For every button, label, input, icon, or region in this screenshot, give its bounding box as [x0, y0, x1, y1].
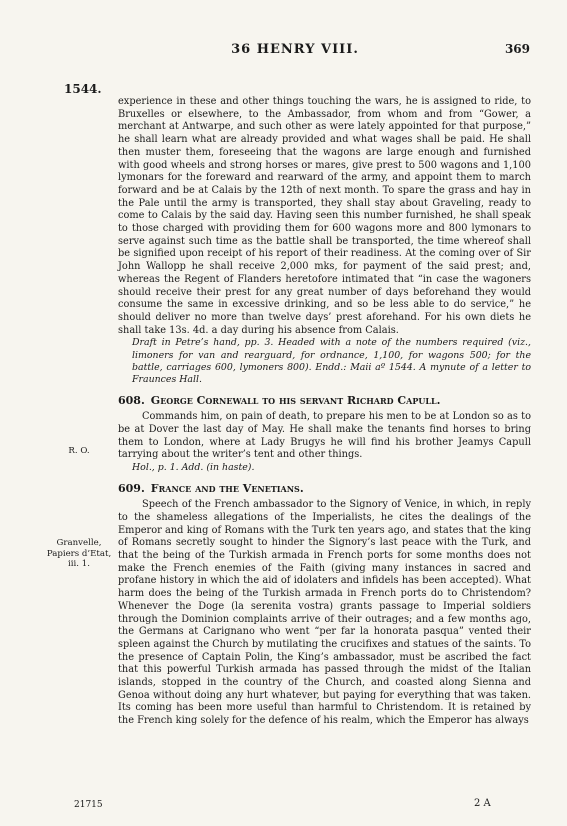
footer-signature: 2 A: [474, 798, 491, 809]
page-number: 369: [504, 42, 530, 56]
running-header: [60, 42, 530, 64]
entry-paragraph: Speech of the French ambassador to the Signory of Venice, in which, in reply to the shameless allegations of the Imperialists, he cites the dealings of the Emperor and king of Romans with the Turk ten years ago, and states that the king of Romans secretly sought to hinder the Signory’s last peace with the Turk, and that the being of the Turkish armada in French ports for some months does not make the French enemies of the Faith (giving many instances in sacred and profane history in which the aid of idolaters and infidels has been accepted). What harm does the being of the Turkish armada in French ports do to Christendom? Whenever the Doge (la serenita vostra) grants passage to Imperial soldiers through the Dominion complaints arrive of their outrages; and a few months ago, the Germans at Carignano who went “per far la honorata pasqua” vented their spleen against the Church by mutilating the crucifixes and statues of the saints. To the presence of Captain Polin, the King’s ambassador, must be ascribed the fact that this powerful Turkish armada has passed through the midst of the Italian islands, stopped in the country of the Church, and coasted along Sienna and Genoa without doing any hurt whatever, but paying for everything that was taken. Its coming has been more useful than harmful to Christendom. It is retained by the French king solely for the defence of his realm, which the Emperor has always: [118, 499, 531, 727]
entry-title: France and the Venetians.: [150, 482, 304, 496]
entry-paragraph: Commands him, on pain of death, to prepare his men to be at London so as to be at Dover the last day of May. He shall make the tenants find horses to bring them to London, where at Lady Brugys he will find his brother Jeamys Capull tarrying about the writer’s tent and other things.: [118, 411, 531, 461]
entry-number: 609.: [118, 482, 145, 496]
footer-code: 21715: [74, 800, 103, 810]
margin-source-608: R. O.: [68, 446, 90, 456]
margin-source-609: Granvelle, Papiers d’Etat, iii. 1.: [46, 538, 112, 569]
continued-paragraph: experience in these and other things touching the wars, he is assigned to ride, to Bruxelles or elsewhere, to the Ambassador, from whom and from “Gower, a merchant at Antwarpe, and such other as were lately appointed for that purpose,” he shall learn what are already provided and what wages shall be paid. He shall then muster them, foreseeing that the wagons are large enough and furnished with good wheels and strong horses or mares, give prest to 500 wagons and 1,100 lymonars for the foreward and rearward of the army, and appoint them to march forward and be at Calais by the 12th of next month. To spare the grass and hay in the Pale until the army is transported, they shall stay about Graveling, ready to come to Calais by the said day. Having seen this number furnished, he shall speak to those charged with providing them for 600 wagons more and 800 lymonars to serve against such time as the battle shall be transported, the time whereof shall be signified upon receipt of his report of their readiness. At the coming over of Sir John Wallopp he shall receive 2,000 mks, for payment of the said prest; and, whereas the Regent of Flanders heretofore intimated that “in case the wagoners should receive their prest for any great number of days beforehand they would consume the same in excessive drinking, and so be less able to do service,” he should deliver no more than twelve days’ prest aforehand. For his own diets he shall take 13s. 4d. a day during his absence from Calais.: [118, 96, 531, 336]
entry-number: 608.: [118, 394, 145, 408]
year-label: 1544.: [64, 82, 102, 96]
page-body: [118, 96, 531, 728]
entry-note: Hol., p. 1. Add. (in haste).: [132, 461, 255, 473]
entry-heading-608: [118, 394, 531, 407]
header-title: 36 HENRY VIII.: [231, 42, 359, 57]
entry-title: George Cornewall to his servant Richard Capull.: [150, 394, 441, 408]
entry-heading-609: [118, 482, 531, 495]
source-note: Draft in Petre’s hand, pp. 3. Headed with a note of the numbers required (viz., limoners for van and rearguard, for ordnance, 1,100, for wagons 500; for the battle, carriages 600, lymoners 800). Endd.: Maii aº 1544. A mynute of a letter to Fraunces Hall.: [132, 337, 531, 385]
